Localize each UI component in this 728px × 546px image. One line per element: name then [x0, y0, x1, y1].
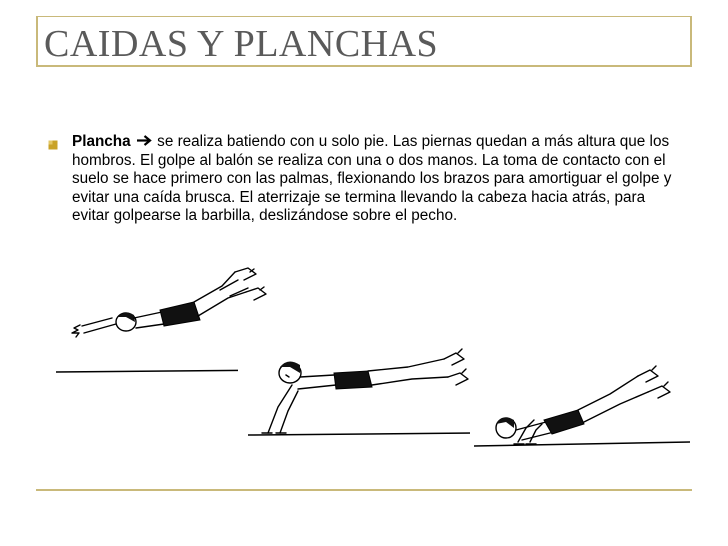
bullet-text — [72, 133, 672, 226]
square-bullet-icon — [48, 140, 58, 150]
title-divider — [36, 65, 692, 67]
dive-illustration-2 — [238, 345, 478, 445]
footer-divider — [36, 489, 692, 491]
bullet-description: se realiza batiendo con u solo pie. Las piernas quedan a más altura que los hombros. El golpe al balón se realiza con una o dos manos. La toma de contacto con el suelo se hace primero con las palmas, flexionando los brazos para amortiguar el golpe y evitar una caída brusca. El aterrizaje se termina llevando la cabeza hacia atrás, para evitar golpearse la barbilla, deslizándose sobre el pecho. — [72, 133, 672, 225]
slide-title: CAIDAS Y PLANCHAS — [44, 23, 439, 65]
term-label: Plancha — [72, 133, 131, 150]
dive-illustration-3 — [470, 362, 692, 460]
header-frame-left — [36, 16, 38, 66]
right-arrow-icon — [135, 133, 157, 150]
header-frame-top — [36, 16, 692, 17]
header-frame-right — [690, 16, 692, 66]
